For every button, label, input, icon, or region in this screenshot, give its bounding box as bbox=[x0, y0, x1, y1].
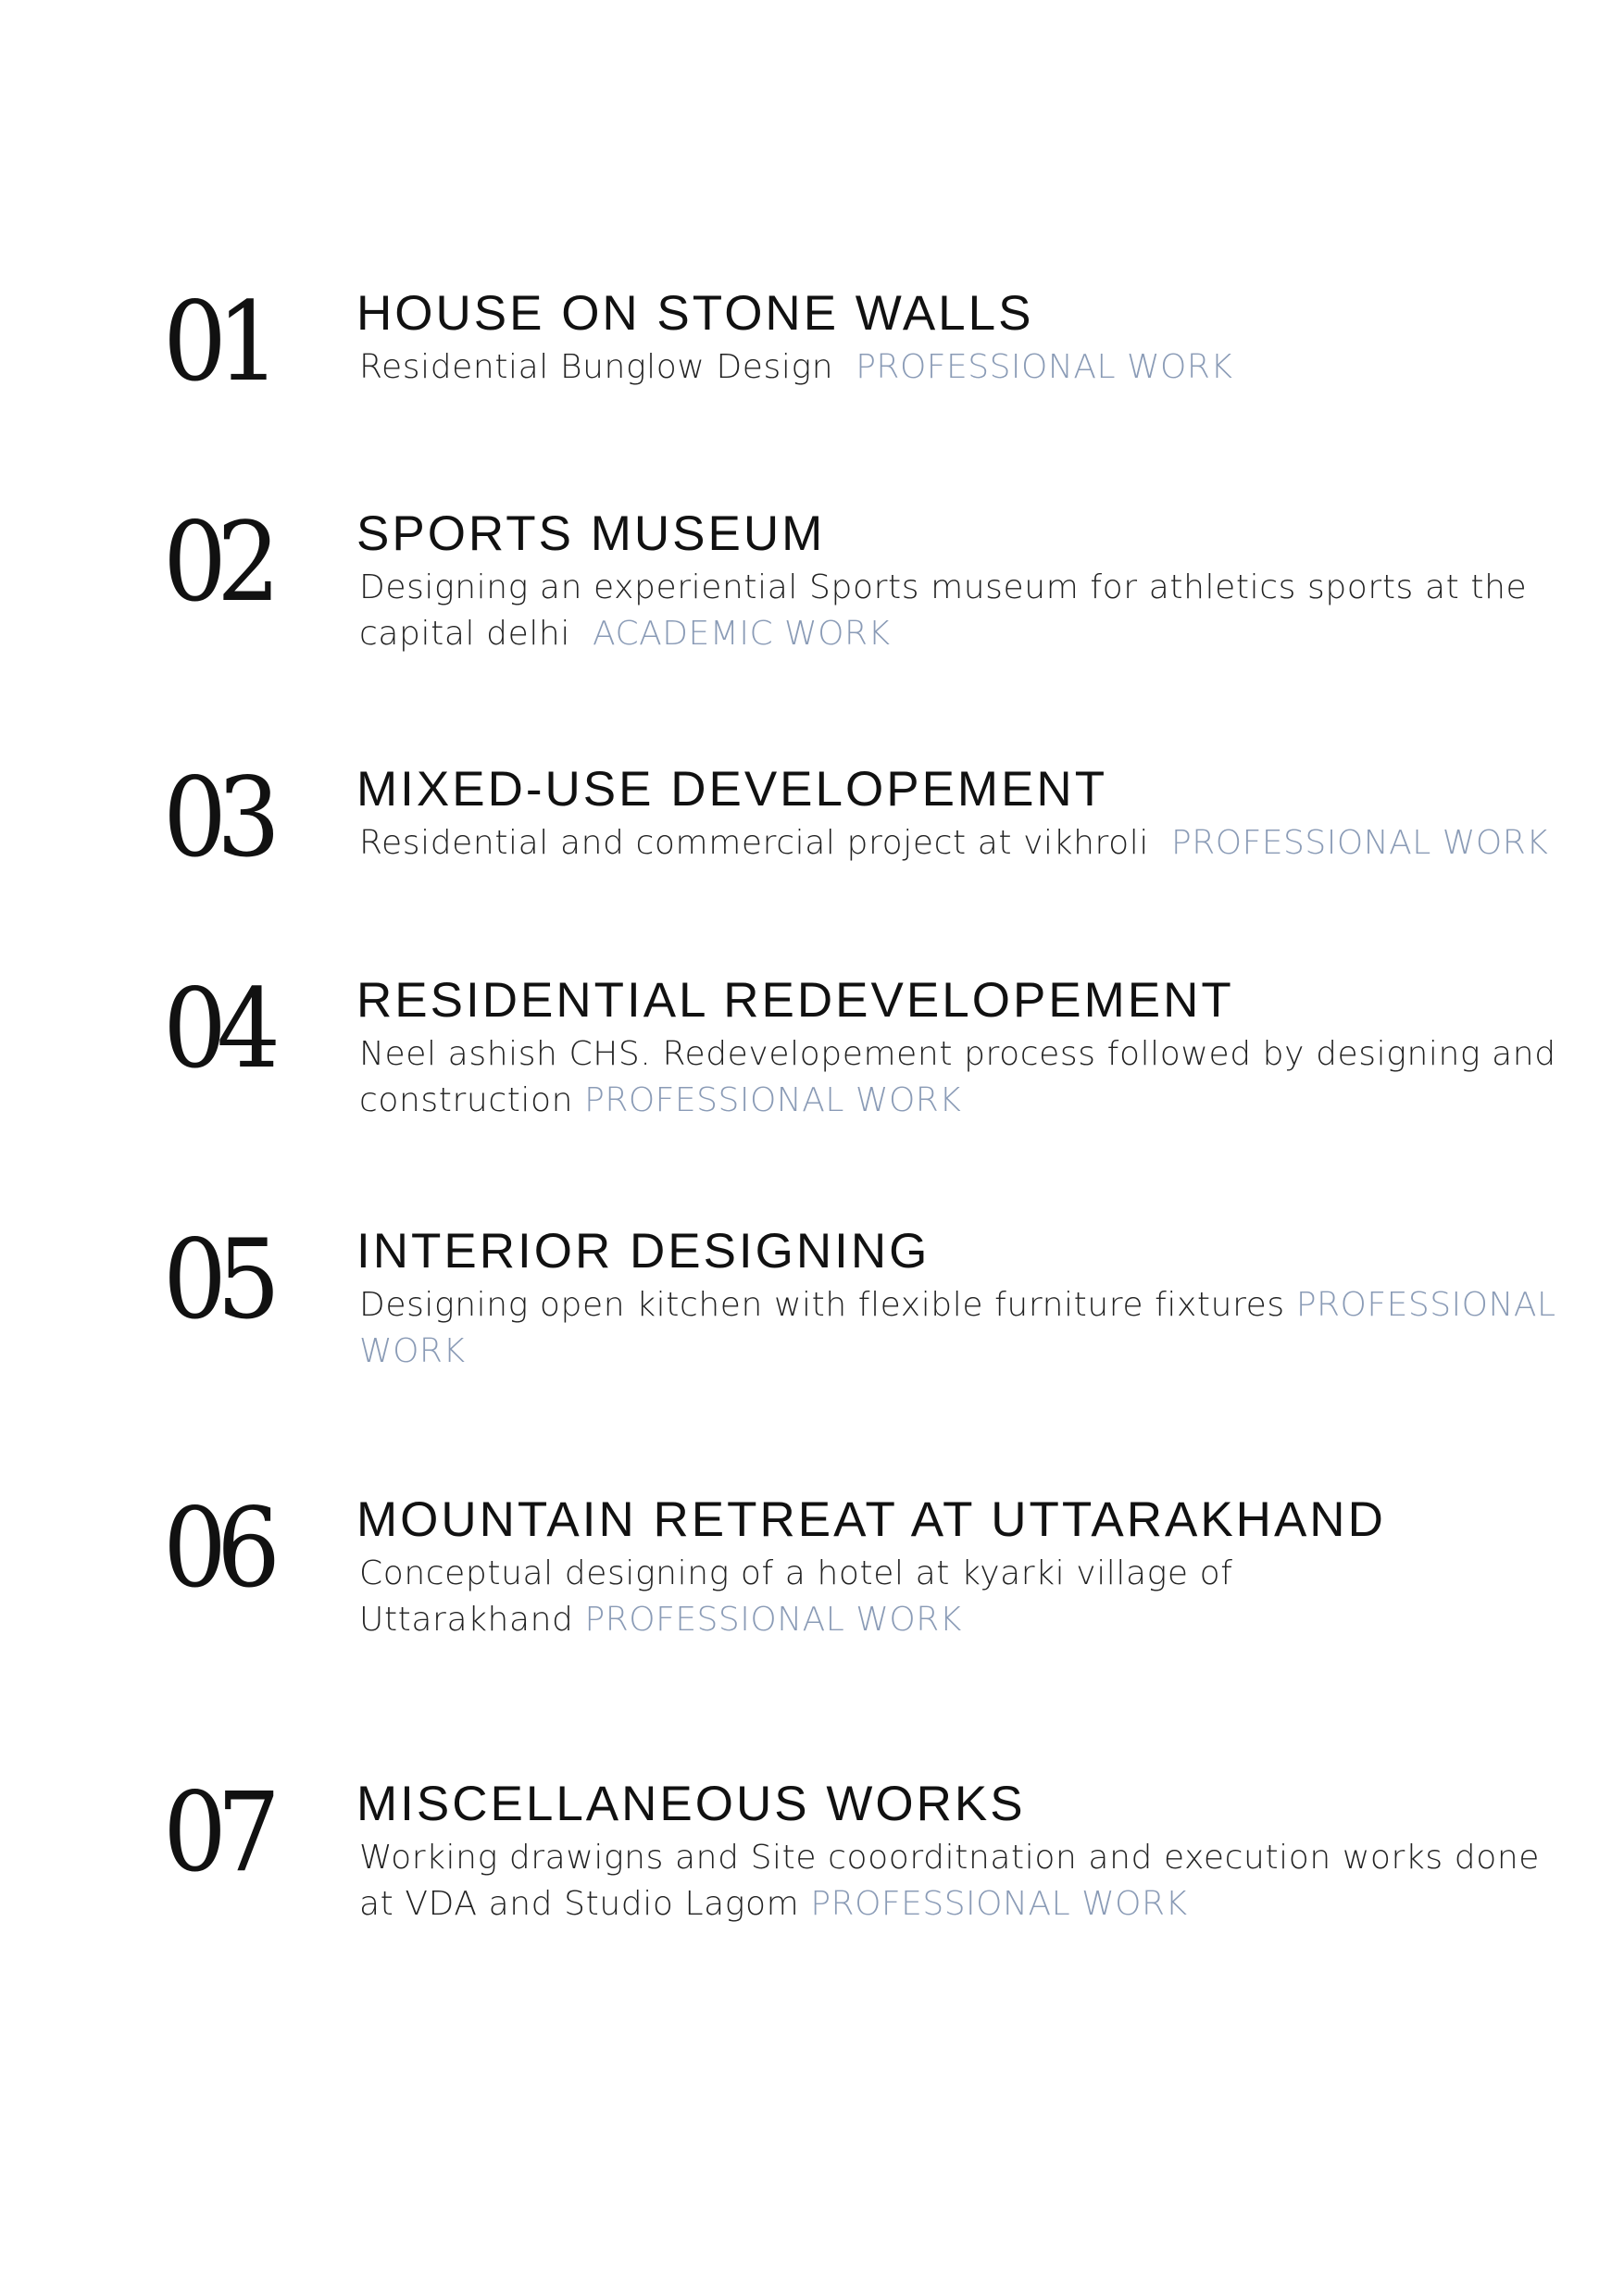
entry-title: MISCELLANEOUS WORKS bbox=[356, 1777, 1026, 1831]
entry-number: 03 bbox=[163, 754, 271, 881]
entry-number: 06 bbox=[163, 1484, 271, 1612]
entry-title: MOUNTAIN RETREAT AT UTTARAKHAND bbox=[356, 1492, 1386, 1547]
entry-title: HOUSE ON STONE WALLS bbox=[356, 286, 1034, 341]
entry-tag: ACADEMIC WORK bbox=[593, 615, 891, 653]
entry-description-block bbox=[359, 820, 1572, 867]
entry-title: RESIDENTIAL REDEVELOPEMENT bbox=[356, 973, 1234, 1028]
entry-tag: PROFESSIONAL WORK bbox=[584, 1601, 962, 1639]
entry-tag: PROFESSIONAL WORK bbox=[810, 1885, 1188, 1923]
entry-description: Residential and commercial project at vikhroli bbox=[359, 824, 1149, 862]
entry-description: Residential Bunglow Design bbox=[359, 348, 834, 386]
entry-description-block bbox=[359, 1551, 1572, 1643]
entry-description-block bbox=[359, 565, 1572, 657]
entry-description-block bbox=[359, 1282, 1572, 1375]
entry-tag: PROFESSIONAL WORK bbox=[584, 1081, 962, 1119]
entry-description: Designing an experiential Sports museum for athletics sports at the capital delhi bbox=[359, 568, 1528, 653]
entry-tag: PROFESSIONAL WORK bbox=[1171, 824, 1549, 862]
entry-description: Designing open kitchen with flexible furniture fixtures bbox=[359, 1286, 1285, 1324]
entry-number: 01 bbox=[163, 278, 271, 406]
entry-description-block bbox=[359, 1031, 1572, 1124]
entry-title: MIXED-USE DEVELOPEMENT bbox=[356, 762, 1108, 817]
entry-description: Neel ashish CHS. Redevelopement process followed by designing and construction bbox=[359, 1035, 1556, 1119]
entry-title: INTERIOR DESIGNING bbox=[356, 1224, 931, 1279]
entry-number: 07 bbox=[163, 1768, 271, 1896]
entry-description-block bbox=[359, 1835, 1572, 1928]
entry-description-block bbox=[359, 344, 1572, 391]
entry-tag: PROFESSIONAL WORK bbox=[359, 1286, 1556, 1370]
entry-description: Conceptual designing of a hotel at kyarki village of Uttarakhand bbox=[359, 1554, 1233, 1639]
entry-number: 02 bbox=[163, 498, 271, 626]
entry-tag: PROFESSIONAL WORK bbox=[856, 348, 1233, 386]
entry-number: 05 bbox=[163, 1216, 271, 1343]
entry-number: 04 bbox=[163, 965, 271, 1092]
entry-title: SPORTS MUSEUM bbox=[356, 506, 826, 561]
entry-description: Working drawigns and Site cooorditnation and execution works done at VDA and Studio Lagom bbox=[359, 1839, 1541, 1923]
